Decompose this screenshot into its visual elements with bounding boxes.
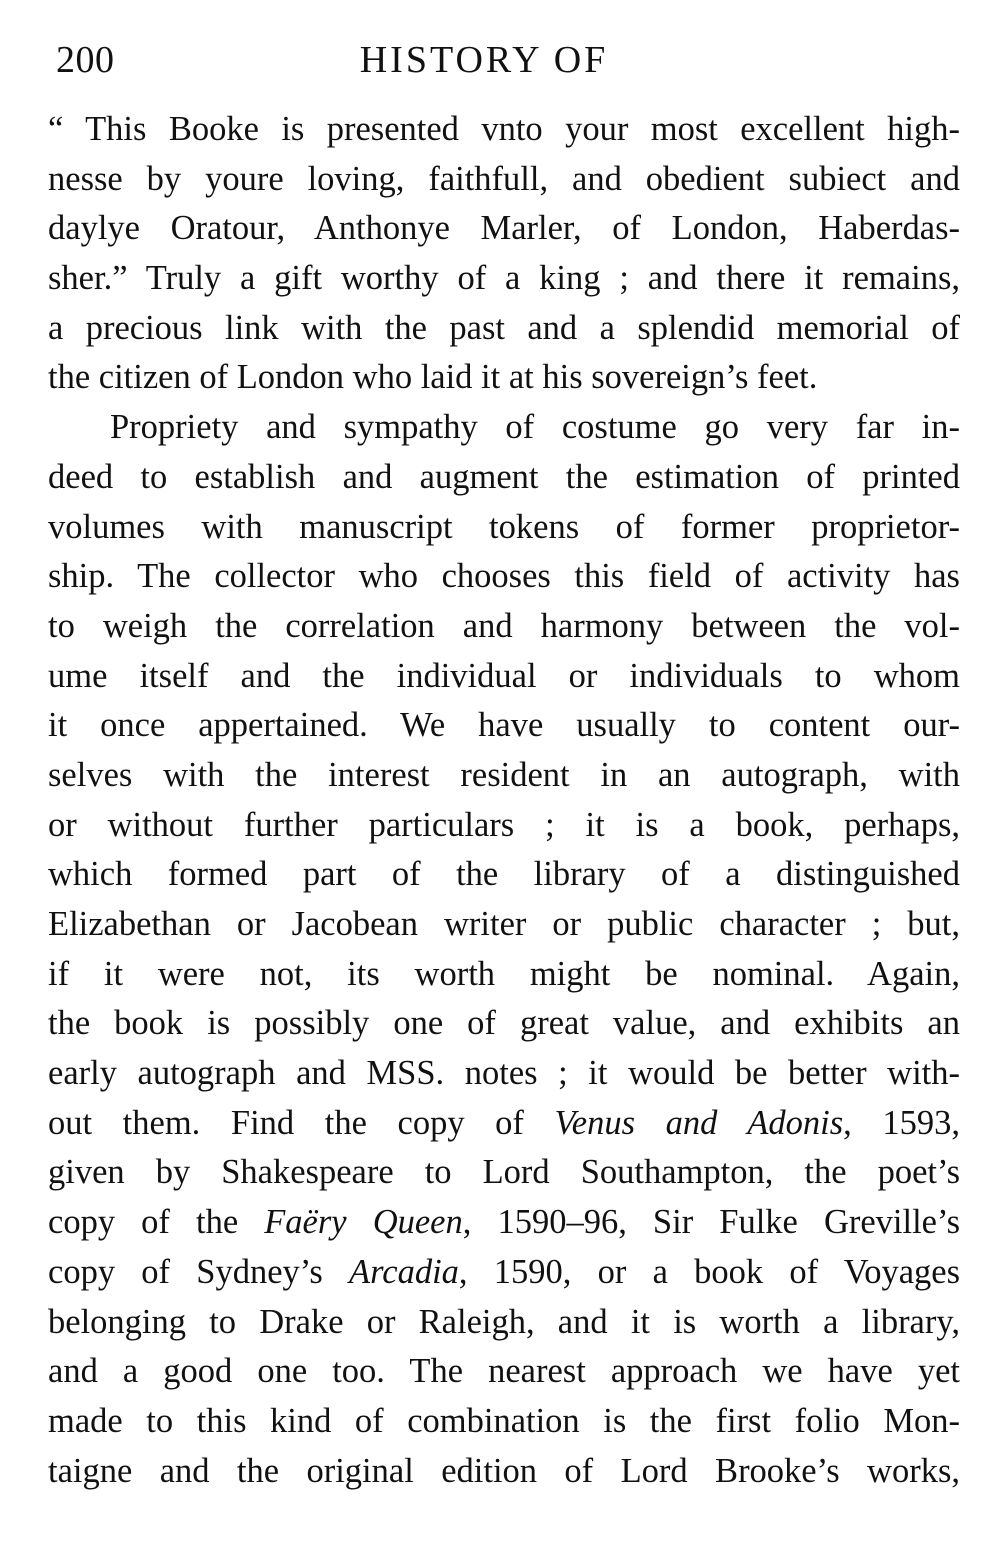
text-line: ume itself and the individual or individuals to whom <box>48 656 960 695</box>
text-line: sher.” Truly a gift worthy of a king ; and there it remains, <box>48 259 960 298</box>
body-text <box>48 105 960 1496</box>
page-header <box>56 38 952 88</box>
text-line: taigne and the original edition of Lord Brooke’s works, <box>48 1451 960 1490</box>
text-line: daylye Oratour, Anthonye Marler, of London, Haberdas- <box>48 209 960 248</box>
text-line <box>48 1248 960 1298</box>
text-line <box>48 1198 960 1248</box>
text-line: a precious link with the past and a splendid memorial of <box>48 308 960 347</box>
text-line: which formed part of the library of a distinguished <box>48 855 960 894</box>
book-title-faery-queen: Faëry Queen <box>264 1203 463 1242</box>
text-line: nesse by youre loving, faithfull, and obedient subiect and <box>48 159 960 198</box>
text-line: deed to establish and augment the estimation of printed <box>48 457 960 496</box>
text-line: belonging to Drake or Raleigh, and it is worth a library, <box>48 1302 960 1341</box>
text-line: selves with the interest resident in an autograph, with <box>48 755 960 794</box>
text-line: it once appertained. We have usually to content our- <box>48 706 960 745</box>
text-line: Propriety and sympathy of costume go very far in- <box>110 408 960 447</box>
text-line: early autograph and MSS. notes ; it would be better with- <box>48 1054 960 1093</box>
text-line: and a good one too. The nearest approach we have yet <box>48 1352 960 1391</box>
text-line: volumes with manuscript tokens of former proprietor- <box>48 507 960 546</box>
text-line: the book is possibly one of great value, and exhibits an <box>48 1004 960 1043</box>
text-line: “ This Booke is presented vnto your most excellent high- <box>48 110 960 148</box>
text-line: Elizabethan or Jacobean writer or public character ; but, <box>48 905 960 943</box>
running-head: HISTORY OF <box>359 39 609 81</box>
book-title-venus-and-adonis: Venus and Adonis <box>554 1103 844 1142</box>
text-line: given by Shakespeare to Lord Southampton, the poet’s <box>48 1153 960 1192</box>
text-fragment: , 1590, or a book of Voyages <box>458 1252 960 1291</box>
text-line: ship. The collector who chooses this field of activity has <box>48 557 960 596</box>
text-line <box>48 1099 960 1149</box>
text-line: or without further particulars ; it is a book, perhaps, <box>48 805 960 844</box>
text-fragment: out them. Find the copy of <box>48 1103 555 1142</box>
page-number: 200 <box>56 39 115 81</box>
text-fragment: copy of the <box>48 1203 265 1242</box>
text-fragment: copy of Sydney’s <box>48 1252 350 1291</box>
text-line: to weigh the correlation and harmony between the vol- <box>48 606 960 645</box>
book-title-arcadia: Arcadia <box>349 1252 459 1291</box>
text-fragment: , 1593, <box>843 1103 960 1142</box>
text-line: the citizen of London who laid it at his sovereign’s feet. <box>48 358 818 397</box>
text-fragment: , 1590–96, Sir Fulke Greville’s <box>462 1203 960 1242</box>
text-line: made to this kind of combination is the first folio Mon- <box>48 1401 960 1440</box>
text-line: if it were not, its worth might be nominal. Again, <box>48 954 960 993</box>
